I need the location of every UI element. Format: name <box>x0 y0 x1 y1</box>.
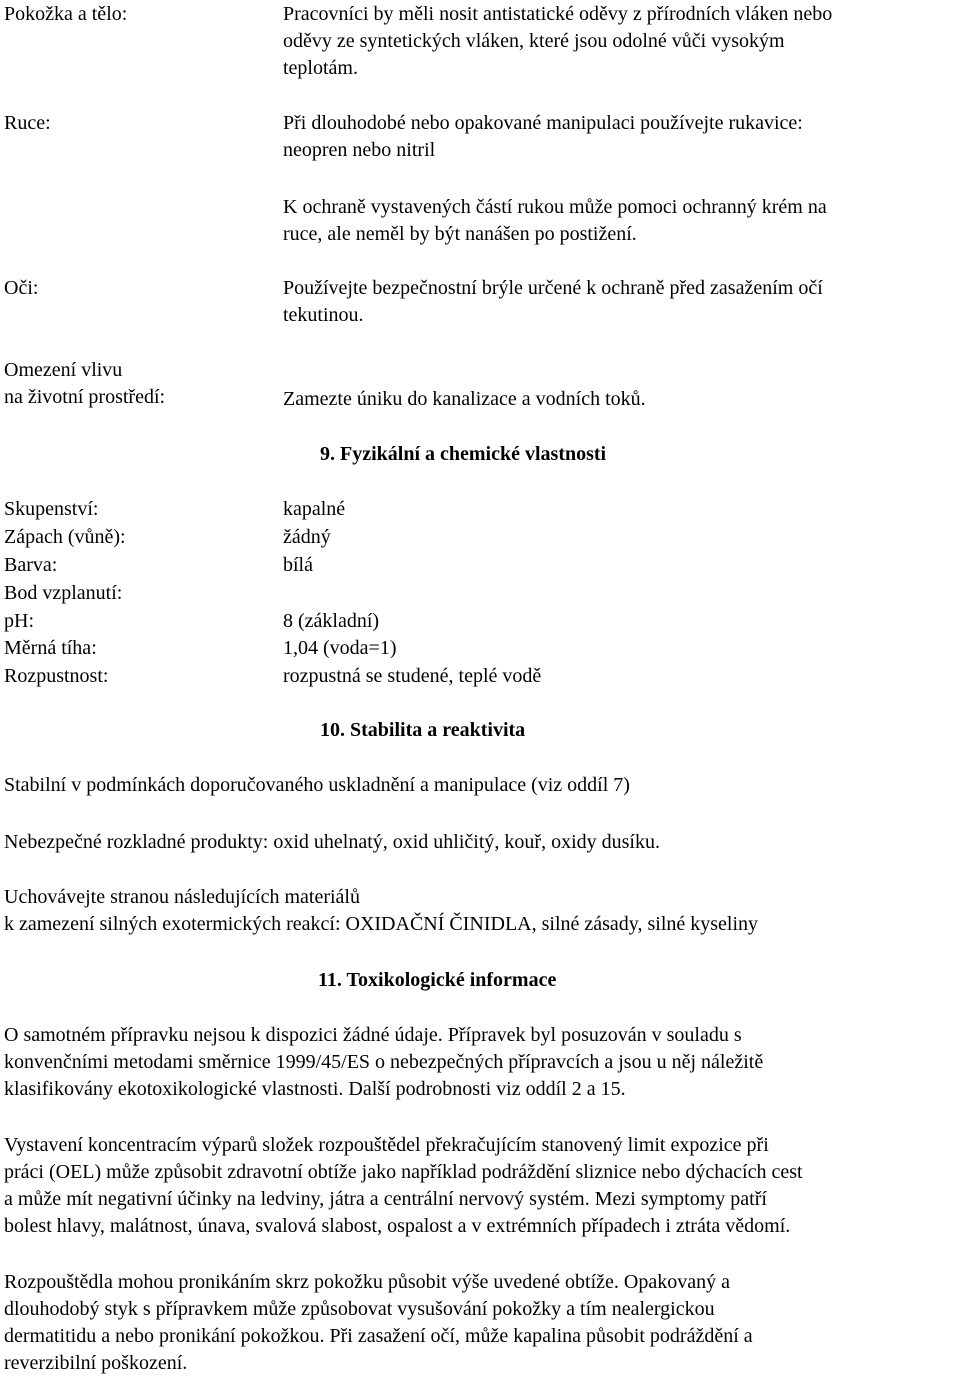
section-9-heading: 9. Fyzikální a chemické vlastnosti <box>320 443 607 465</box>
tox-paragraph-3-line: dermatitidu a nebo pronikání pokožkou. Při zasažení očí, může kapalina působit podráždění a <box>4 1325 753 1347</box>
tox-paragraph-3-line: Rozpouštědla mohou pronikáním skrz pokožku působit výše uvedené obtíže. Opakovaný a <box>4 1271 730 1293</box>
avoid-materials-line: Uchovávejte stranou následujících materiálů <box>4 886 360 908</box>
property-label: Skupenství: <box>4 498 99 520</box>
property-label: Bod vzplanutí: <box>4 582 123 604</box>
skin-label: Pokožka a tělo: <box>4 3 128 25</box>
avoid-materials-line: k zamezení silných exotermických reakcí: OXIDAČNÍ ČINIDLA, silné zásady, silné kyseliny <box>4 913 759 935</box>
property-label: Barva: <box>4 554 58 576</box>
property-value: rozpustná se studené, teplé vodě <box>283 665 542 687</box>
environment-label-line: Omezení vlivu <box>4 359 123 381</box>
tox-paragraph-1-line: klasifikovány ekotoxikologické vlastnosti. Další podrobnosti viz oddíl 2 a 15. <box>4 1078 626 1100</box>
skin-text-line: oděvy ze syntetických vláken, které jsou odolné vůči vysokým <box>283 30 785 52</box>
skin-text-line: teplotám. <box>283 57 358 79</box>
property-label: Měrná tíha: <box>4 637 97 659</box>
stability-text: Stabilní v podmínkách doporučovaného uskladnění a manipulace (viz oddíl 7) <box>4 774 630 796</box>
section-11-heading: 11. Toxikologické informace <box>318 969 557 991</box>
tox-paragraph-2-line: bolest hlavy, malátnost, únava, svalová slabost, ospalost a v extrémních případech i ztráta vědomí. <box>4 1215 791 1237</box>
property-label: Zápach (vůně): <box>4 526 126 548</box>
property-label: Rozpustnost: <box>4 665 109 687</box>
hands-text-line: neopren nebo nitril <box>283 139 436 161</box>
skin-text-line: Pracovníci by měli nosit antistatické oděvy z přírodních vláken nebo <box>283 3 833 25</box>
environment-text: Zamezte úniku do kanalizace a vodních toků. <box>283 388 646 410</box>
tox-paragraph-2-line: Vystavení koncentracím výparů složek rozpouštědel překračujícím stanovený limit expozice při <box>4 1134 769 1156</box>
property-value: kapalné <box>283 498 346 520</box>
hands-text-line: Při dlouhodobé nebo opakované manipulaci používejte rukavice: <box>283 112 803 134</box>
hands-note-line: K ochraně vystavených částí rukou může pomoci ochranný krém na <box>283 196 827 218</box>
tox-paragraph-1-line: O samotném přípravku nejsou k dispozici žádné údaje. Přípravek byl posuzován v souladu s <box>4 1024 742 1046</box>
tox-paragraph-3-line: reverzibilní poškození. <box>4 1352 188 1374</box>
eyes-text-line: Používejte bezpečnostní brýle určené k ochraně před zasažením očí <box>283 277 823 299</box>
hands-note-line: ruce, ale neměl by být nanášen po postižení. <box>283 223 637 245</box>
property-label: pH: <box>4 610 34 632</box>
property-value: 1,04 (voda=1) <box>283 637 397 659</box>
property-value: 8 (základní) <box>283 610 380 632</box>
environment-label-line: na životní prostředí: <box>4 386 166 408</box>
tox-paragraph-2-line: práci (OEL) může způsobit zdravotní obtíže jako například podráždění sliznice nebo dýchacích cest <box>4 1161 803 1183</box>
tox-paragraph-3-line: dlouhodobý styk s přípravkem může způsobovat vysušování pokožky a tím nealergickou <box>4 1298 715 1320</box>
eyes-label: Oči: <box>4 277 39 299</box>
property-value: žádný <box>283 526 331 548</box>
eyes-text-line: tekutinou. <box>283 304 364 326</box>
hands-label: Ruce: <box>4 112 51 134</box>
property-value: bílá <box>283 554 313 576</box>
decomposition-text: Nebezpečné rozkladné produkty: oxid uhelnatý, oxid uhličitý, kouř, oxidy dusíku. <box>4 831 660 853</box>
section-10-heading: 10. Stabilita a reaktivita <box>320 719 526 741</box>
tox-paragraph-2-line: a může mít negativní účinky na ledviny, játra a centrální nervový systém. Mezi symptomy patří <box>4 1188 767 1210</box>
tox-paragraph-1-line: konvenčními metodami směrnice 1999/45/ES o nebezpečných přípravcích a jsou u něj náležitě <box>4 1051 764 1073</box>
